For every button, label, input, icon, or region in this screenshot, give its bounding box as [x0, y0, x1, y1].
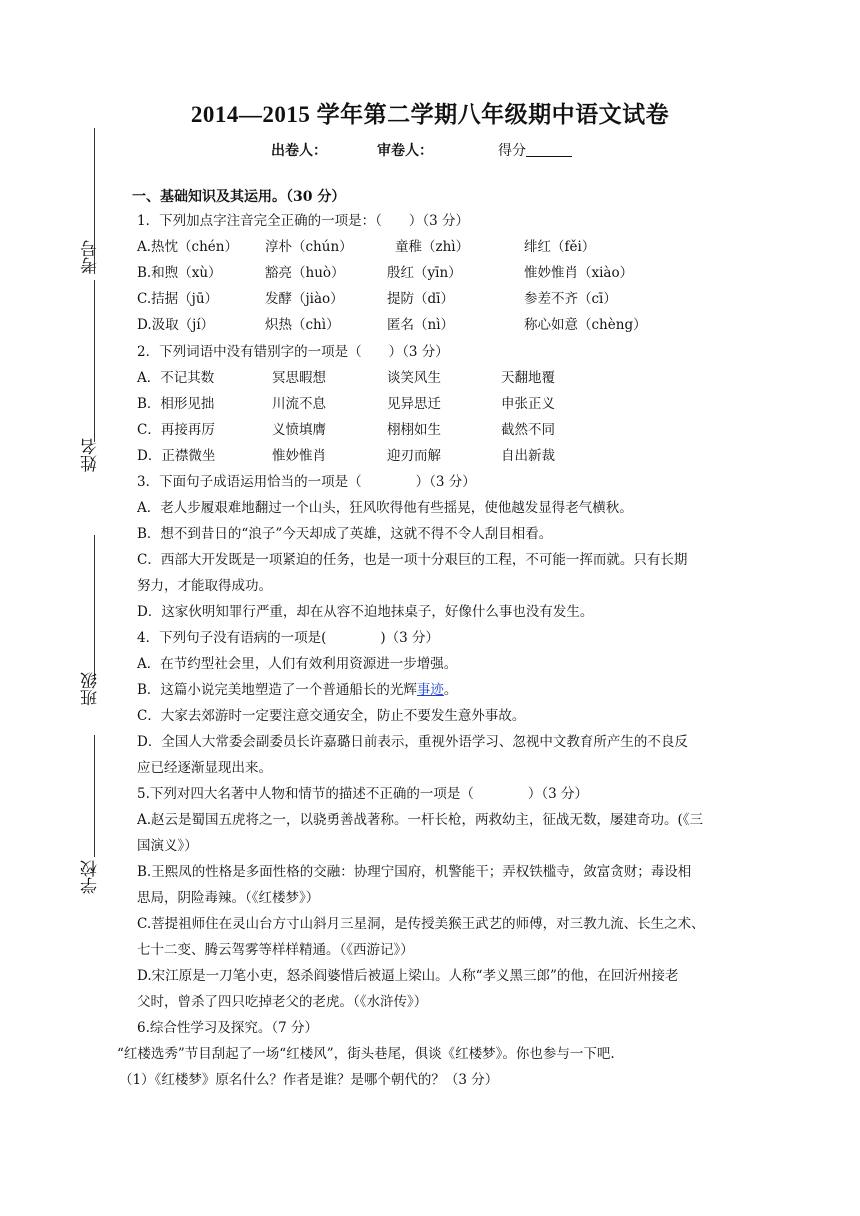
q1-item: 豁亮（huò）	[265, 265, 345, 281]
q2-item: 申张正义	[501, 396, 555, 412]
margin-label-exam-no: 考号	[81, 240, 101, 274]
q2-option-row	[137, 421, 817, 441]
q4-option-b	[137, 681, 457, 699]
q4-option-a: A．在节约型社会里，人们有效利用资源进一步增强。	[137, 656, 458, 672]
exam-title: 2014—2015 学年第二学期八年级期中语文试卷	[190, 102, 670, 127]
q2-option-row	[137, 395, 817, 415]
q5-option-b: B.王熙凤的性格是多面性格的交融：协理宁国府，机警能干；弄权铁槛寺，敛富贪财；毒设相	[137, 864, 692, 880]
q1-item: 炽热（chì）	[265, 317, 340, 333]
q2-item: 川流不息	[272, 396, 326, 412]
q3-option-b: B．想不到昔日的“浪子”今天却成了英雄，这就不得不令人刮目相看。	[137, 526, 553, 542]
q6-stem: 6.综合性学习及探究。（7 分）	[137, 1020, 319, 1036]
q2-option-a: A．不记其数	[137, 370, 215, 386]
q2-item: 自出新裁	[501, 448, 555, 464]
q4-option-b-end: 。	[443, 682, 458, 698]
q6-sub-question-1: （1）《红楼梦》原名什么？作者是谁？是哪个朝代的？（3 分）	[119, 1072, 499, 1088]
margin-label-class: 班级	[81, 672, 101, 706]
q1-stem: 1．下列加点字注音完全正确的一项是：（ ）（3 分）	[137, 213, 469, 229]
q2-item: 迎刃而解	[387, 448, 441, 464]
q1-item: 淳朴（chún）	[265, 239, 353, 255]
margin-line-4	[94, 735, 95, 857]
q5-option-a: A.赵云是蜀国五虎将之一，以骁勇善战著称。一杆长枪，两救幼主，征战无数，屡建奇功。(《三	[137, 812, 704, 828]
q3-option-c: C．西部大开发既是一项紧迫的任务，也是一项十分艰巨的工程，不可能一挥而就。只有长期	[137, 552, 688, 568]
margin-label-school: 学校	[81, 860, 101, 894]
q4-option-d: D．全国人大常委会副委员长许嘉璐日前表示，重视外语学习、忽视中文教育所产生的不良反	[137, 734, 688, 750]
q4-option-d-cont: 应已经逐渐显现出来。	[137, 760, 272, 776]
q3-stem: 3．下面句子成语运用恰当的一项是（ ）（3 分）	[137, 474, 476, 490]
q2-stem: 2．下列词语中没有错别字的一项是（ ）（3 分）	[137, 344, 449, 360]
q5-option-b-cont: 思局，阴险毒辣。（《红楼梦》）	[137, 890, 320, 906]
margin-label-name: 姓名	[81, 438, 101, 472]
q4-option-c: C．大家去郊游时一定要注意交通安全，防止不要发生意外事故。	[137, 708, 526, 724]
q1-item: 童稚（zhì）	[395, 239, 470, 255]
q1-option-c: C.拮据（jū）	[137, 291, 219, 307]
q1-item: 参差不齐（cī）	[524, 291, 617, 307]
q5-option-d: D.宋江原是一刀笔小吏，怒杀阎婆惜后被逼上梁山。人称“孝义黑三郎”的他，在回沂州接老	[137, 968, 679, 984]
q1-item: 匿名（nì）	[387, 317, 455, 333]
q1-option-row	[137, 316, 817, 336]
hyperlink-shiji[interactable]: 事迹	[416, 682, 444, 698]
q5-option-c: C.菩提祖师住在灵山台方寸山斜月三星洞，是传授美猴王武艺的师傅，对三教九流、长生之术、	[137, 916, 705, 932]
score-label: 得分	[498, 143, 526, 159]
q2-item: 栩栩如生	[387, 422, 441, 438]
margin-line-3	[94, 535, 95, 680]
q1-option-a: A.热忱（chén）	[137, 239, 238, 255]
q2-item: 谈笑风生	[387, 370, 441, 386]
q3-option-c-cont: 努力，才能取得成功。	[137, 578, 272, 594]
q1-item: 发酵（jiào）	[265, 291, 344, 307]
q4-option-b-text: B．这篇小说完美地塑造了一个普通船长的光辉	[137, 682, 417, 698]
q2-item: 惟妙惟肖	[272, 448, 326, 464]
q1-option-row	[137, 290, 817, 310]
q2-option-c: C．再接再厉	[137, 422, 215, 438]
score-blank[interactable]	[526, 143, 572, 157]
reviewer-label: 审卷人：	[377, 143, 433, 159]
q5-option-d-cont: 父时，曾杀了四只吃掉老父的老虎。（《水浒传》）	[137, 994, 428, 1010]
q2-item: 截然不同	[501, 422, 555, 438]
q1-item: 殷红（yīn）	[387, 265, 462, 281]
q2-option-row	[137, 369, 817, 389]
q5-option-a-cont: 国演义》）	[137, 838, 198, 854]
q1-item: 称心如意（chèng）	[524, 317, 647, 333]
q5-stem: 5.下列对四大名著中人物和情节的描述不正确的一项是（ ）（3 分）	[137, 786, 589, 802]
setter-label: 出卷人：	[271, 143, 327, 159]
q1-option-d: D.汲取（jí）	[137, 317, 215, 333]
q3-option-d: D．这家伙明知罪行严重，却在从容不迫地抹桌子，好像什么事也没有发生。	[137, 604, 594, 620]
q1-option-b: B.和煦（xù）	[137, 265, 222, 281]
q5-option-c-cont: 七十二变、腾云驾雾等样样精通。（《西游记》）	[137, 942, 414, 958]
section-1-heading: 一、基础知识及其运用。（30 分）	[132, 189, 346, 205]
q2-item: 天翻地覆	[501, 370, 555, 386]
q1-item: 惟妙惟肖（xiào）	[524, 265, 634, 281]
q2-item: 义愤填膺	[272, 422, 326, 438]
q1-option-row	[137, 238, 817, 258]
q2-option-d: D．正襟微坐	[137, 448, 216, 464]
q2-item: 冥思暇想	[272, 370, 326, 386]
q4-stem: 4．下列句子没有语病的一项是( )（3 分）	[137, 630, 440, 646]
q1-option-row	[137, 264, 817, 284]
q2-option-row	[137, 447, 817, 467]
q1-item: 绯红（fěi）	[524, 239, 596, 255]
q2-option-b: B．相形见拙	[137, 396, 215, 412]
margin-line-2	[94, 280, 95, 442]
score-field	[498, 140, 572, 160]
q6-intro: “红楼选秀”节目刮起了一场“红楼风”，街头巷尾，俱谈《红楼梦》。你也参与一下吧.	[117, 1046, 615, 1062]
q2-item: 见异思迁	[387, 396, 441, 412]
q1-item: 提防（dī）	[387, 291, 454, 307]
q3-option-a: A．老人步履艰难地翻过一个山头，狂风吹得他有些摇晃，使他越发显得老气横秋。	[137, 500, 633, 516]
